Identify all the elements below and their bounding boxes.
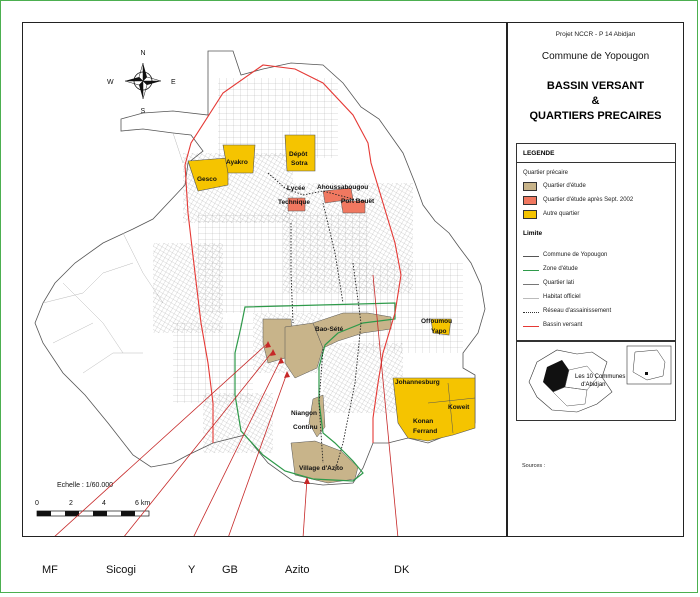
label-port-bouet: Port Bouët <box>341 198 375 205</box>
swatch-other <box>523 210 537 219</box>
label-konan-1: Konan <box>413 418 434 425</box>
scale-title: Echelle : 1/60.000 <box>57 482 114 489</box>
scale-tick-4: 4 <box>102 500 106 507</box>
legend-section-quartier: Quartier précaire <box>523 170 569 176</box>
label-bao-sete: Bao-Sété <box>315 326 344 333</box>
label-ayakro: Ayakro <box>226 159 248 166</box>
label-ahoussabougou: Ahoussabougou <box>317 184 369 191</box>
legend-item-study-zone: Zone d'étude <box>543 266 578 272</box>
line-habitat <box>523 298 539 299</box>
label-depot-2: Sotra <box>291 160 308 167</box>
label-dk: DK <box>394 564 410 576</box>
label-lycee-1: Lycée <box>287 185 306 192</box>
bottom-labels <box>0 537 700 597</box>
label-gb: GB <box>222 564 238 576</box>
legend-panel <box>507 22 684 537</box>
sources: Sources : <box>522 463 546 469</box>
swatch-study <box>523 182 537 191</box>
commune-name: Commune de Yopougon <box>541 51 650 62</box>
line-watershed <box>523 326 539 327</box>
compass-s: S <box>140 108 146 115</box>
compass-w: W <box>107 79 114 86</box>
label-lycee-2: Technique <box>278 199 311 206</box>
label-depot-1: Dépôt <box>289 151 308 158</box>
project-name: Projet NCCR - P 14 Abidjan <box>555 31 636 38</box>
line-study-zone <box>523 270 539 271</box>
legend-item-post-2002: Quartier d'étude après Sept. 2002 <box>543 197 634 203</box>
legend-item-study: Quartier d'étude <box>543 183 586 189</box>
legend-item-watershed: Bassin versant <box>543 322 583 328</box>
line-sanitation <box>523 312 539 313</box>
label-azito: Azito <box>285 564 310 576</box>
legend-item-other: Autre quartier <box>543 211 580 217</box>
map-canvas <box>23 23 506 536</box>
label-niangon-1: Niangon <box>291 410 317 417</box>
title-line-1: BASSIN VERSANT <box>546 80 645 92</box>
inset-label-2: d'Abidjan <box>581 382 606 388</box>
label-village-azito: Village d'Azito <box>299 465 344 472</box>
swatch-post-2002 <box>523 196 537 205</box>
scale-tick-2: 2 <box>69 500 73 507</box>
label-sicogi: Sicogi <box>106 564 136 576</box>
legend-title: LEGENDE <box>523 150 555 157</box>
legend-section-limite: Limite <box>523 230 543 237</box>
label-niangon-2: Continu <box>293 424 318 431</box>
title-line-2: & <box>591 95 600 107</box>
inset-label-1: Les 10 Communes <box>575 374 626 380</box>
label-koweit: Koweit <box>448 404 470 411</box>
legend-item-quartier-lati: Quartier lati <box>543 280 575 286</box>
label-offoumou-2: Yapo <box>431 328 447 335</box>
label-konan-2: Ferrand <box>413 428 438 435</box>
line-quartier-lati <box>523 284 539 285</box>
legend-item-habitat: Habitat officiel <box>543 294 581 300</box>
title-line-3: QUARTIERS PRECAIRES <box>529 110 662 122</box>
compass-rose <box>107 50 176 115</box>
legend-item-sanitation: Réseau d'assainissement <box>543 308 612 314</box>
line-commune <box>523 256 539 257</box>
label-mf: MF <box>42 564 58 576</box>
map-frame <box>22 22 507 537</box>
legend-box <box>516 143 676 341</box>
label-gesco: Gesco <box>197 176 217 183</box>
scale-tick-0: 0 <box>35 500 39 507</box>
compass-e: E <box>171 79 176 86</box>
label-y: Y <box>188 564 196 576</box>
inset-map <box>516 341 676 421</box>
compass-n: N <box>140 50 146 57</box>
scale-bar <box>35 482 150 516</box>
label-offoumou-1: Offoumou <box>421 318 453 325</box>
scale-tick-6: 6 km <box>135 500 151 507</box>
legend-item-commune: Commune de Yopougon <box>543 252 608 258</box>
label-johannesburg: Johannesburg <box>395 379 440 386</box>
